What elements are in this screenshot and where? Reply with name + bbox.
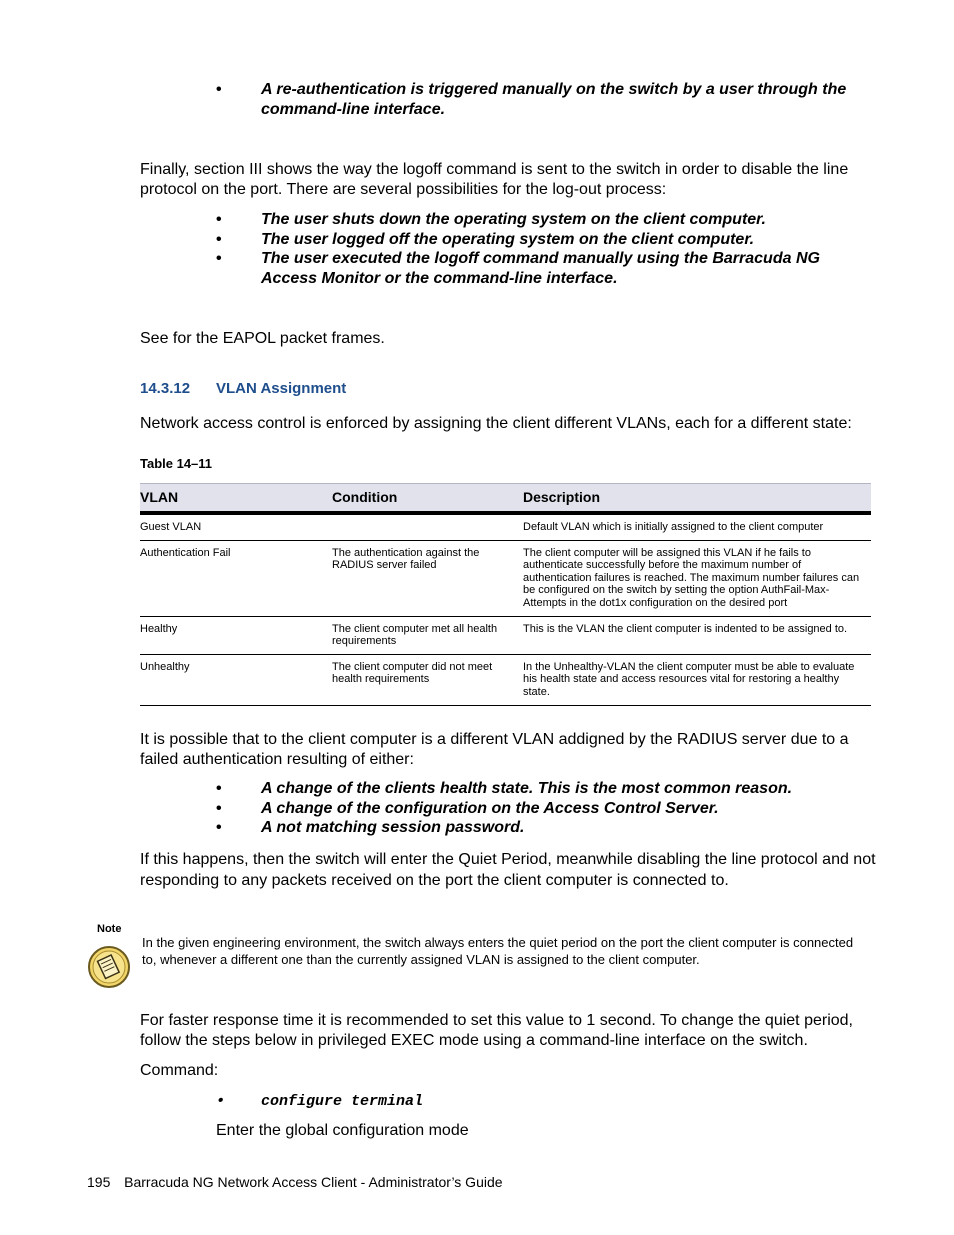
column-header-description: Description — [523, 484, 871, 514]
bullet-item: • A not matching session password. — [216, 819, 525, 836]
note-text: In the given engineering environment, the switch always enters the quiet period on the port the client computer is connected to, whenever a different one than the currently assigned VLAN is assigned to the client computer. — [142, 935, 854, 967]
table-cell: The authentication against the RADIUS server failed — [332, 540, 523, 616]
vlan-table — [140, 483, 871, 706]
paragraph-vlan: Network access control is enforced by assigning the client different VLANs, each for a different state: — [140, 415, 852, 432]
bullet-item: • The user shuts down the operating system on the client computer. — [216, 211, 766, 228]
section-title: VLAN Assignment — [216, 380, 347, 397]
note-icon — [87, 945, 131, 989]
bullet-item: • A re-authentication is triggered manually on the switch by a user through the command-line interface. — [216, 81, 847, 118]
table-cell: This is the VLAN the client computer is indented to be assigned to. — [523, 616, 871, 654]
paragraph-logoff: Finally, section III shows the way the logoff command is sent to the switch in order to disable the line protocol on the port. There are several possibilities for the log-out process: — [140, 161, 849, 198]
table-cell: The client computer met all health requirements — [332, 616, 523, 654]
bullet-item: • The user logged off the operating system on the client computer. — [216, 230, 755, 248]
paragraph-faster: For faster response time it is recommended to set this value to 1 second. To change the quiet period, follow the steps below in privileged EXEC mode using a command-line interface on the switch. — [140, 1012, 853, 1049]
table-row — [140, 616, 871, 654]
table-cell: In the Unhealthy-VLAN the client computer must be able to evaluate his health state and access resources vital for restoring a healthy state. — [523, 654, 871, 705]
radius-bullet-list — [216, 779, 866, 838]
logoff-bullet-list — [216, 210, 866, 288]
command-item — [216, 1092, 616, 1110]
command-text: configure terminal — [261, 1093, 424, 1110]
table-cell: Authentication Fail — [140, 540, 332, 616]
note-label: Note — [97, 923, 122, 935]
table-cell: Healthy — [140, 616, 332, 654]
command-label: Command: — [140, 1062, 219, 1079]
table-cell: Default VLAN which is initially assigned to the client computer — [523, 513, 871, 540]
command-description: Enter the global configuration mode — [216, 1122, 469, 1139]
bullet-item: • The user executed the logoff command manually using the Barracuda NG Access Monitor or the command-line interface. — [216, 250, 820, 287]
table-row — [140, 540, 871, 616]
table-cell: The client computer will be assigned this VLAN if he fails to authenticate successfully before the maximum number of authentication failures is reached. The maximum number failures can be configured on the switch by setting the option AuthFail-Max-Attempts in the dot1x configuration on the desired port — [523, 540, 871, 616]
table-row — [140, 513, 871, 540]
bullet-item: • A change of the clients health state. This is the most common reason. — [216, 780, 793, 797]
section-heading — [140, 380, 346, 397]
intro-bullet-list — [216, 80, 866, 119]
bullet: • — [216, 1093, 226, 1110]
column-header-vlan: VLAN — [140, 484, 332, 514]
column-header-condition: Condition — [332, 484, 523, 514]
table-row — [140, 654, 871, 705]
table-cell: Guest VLAN — [140, 513, 332, 540]
page-footer — [87, 1174, 503, 1190]
table-caption: Table 14–11 — [140, 456, 213, 471]
paragraph-quiet: If this happens, then the switch will enter the Quiet Period, meanwhile disabling the line protocol and not responding to any packets received on the port the client computer is connected to. — [140, 851, 876, 889]
footer-title: Barracuda NG Network Access Client - Administrator’s Guide — [124, 1174, 503, 1190]
paragraph-eapol: See for the EAPOL packet frames. — [140, 330, 385, 347]
table-header-row — [140, 484, 871, 514]
section-number: 14.3.12 — [140, 380, 191, 397]
paragraph-radius: It is possible that to the client computer is a different VLAN addigned by the RADIUS server due to a failed authentication resulting of either: — [140, 731, 849, 768]
table-cell: Unhealthy — [140, 654, 332, 705]
page-number: 195 — [87, 1174, 111, 1190]
table-cell — [332, 513, 523, 540]
table-cell: The client computer did not meet health requirements — [332, 654, 523, 705]
bullet-item: • A change of the configuration on the Access Control Server. — [216, 799, 719, 817]
